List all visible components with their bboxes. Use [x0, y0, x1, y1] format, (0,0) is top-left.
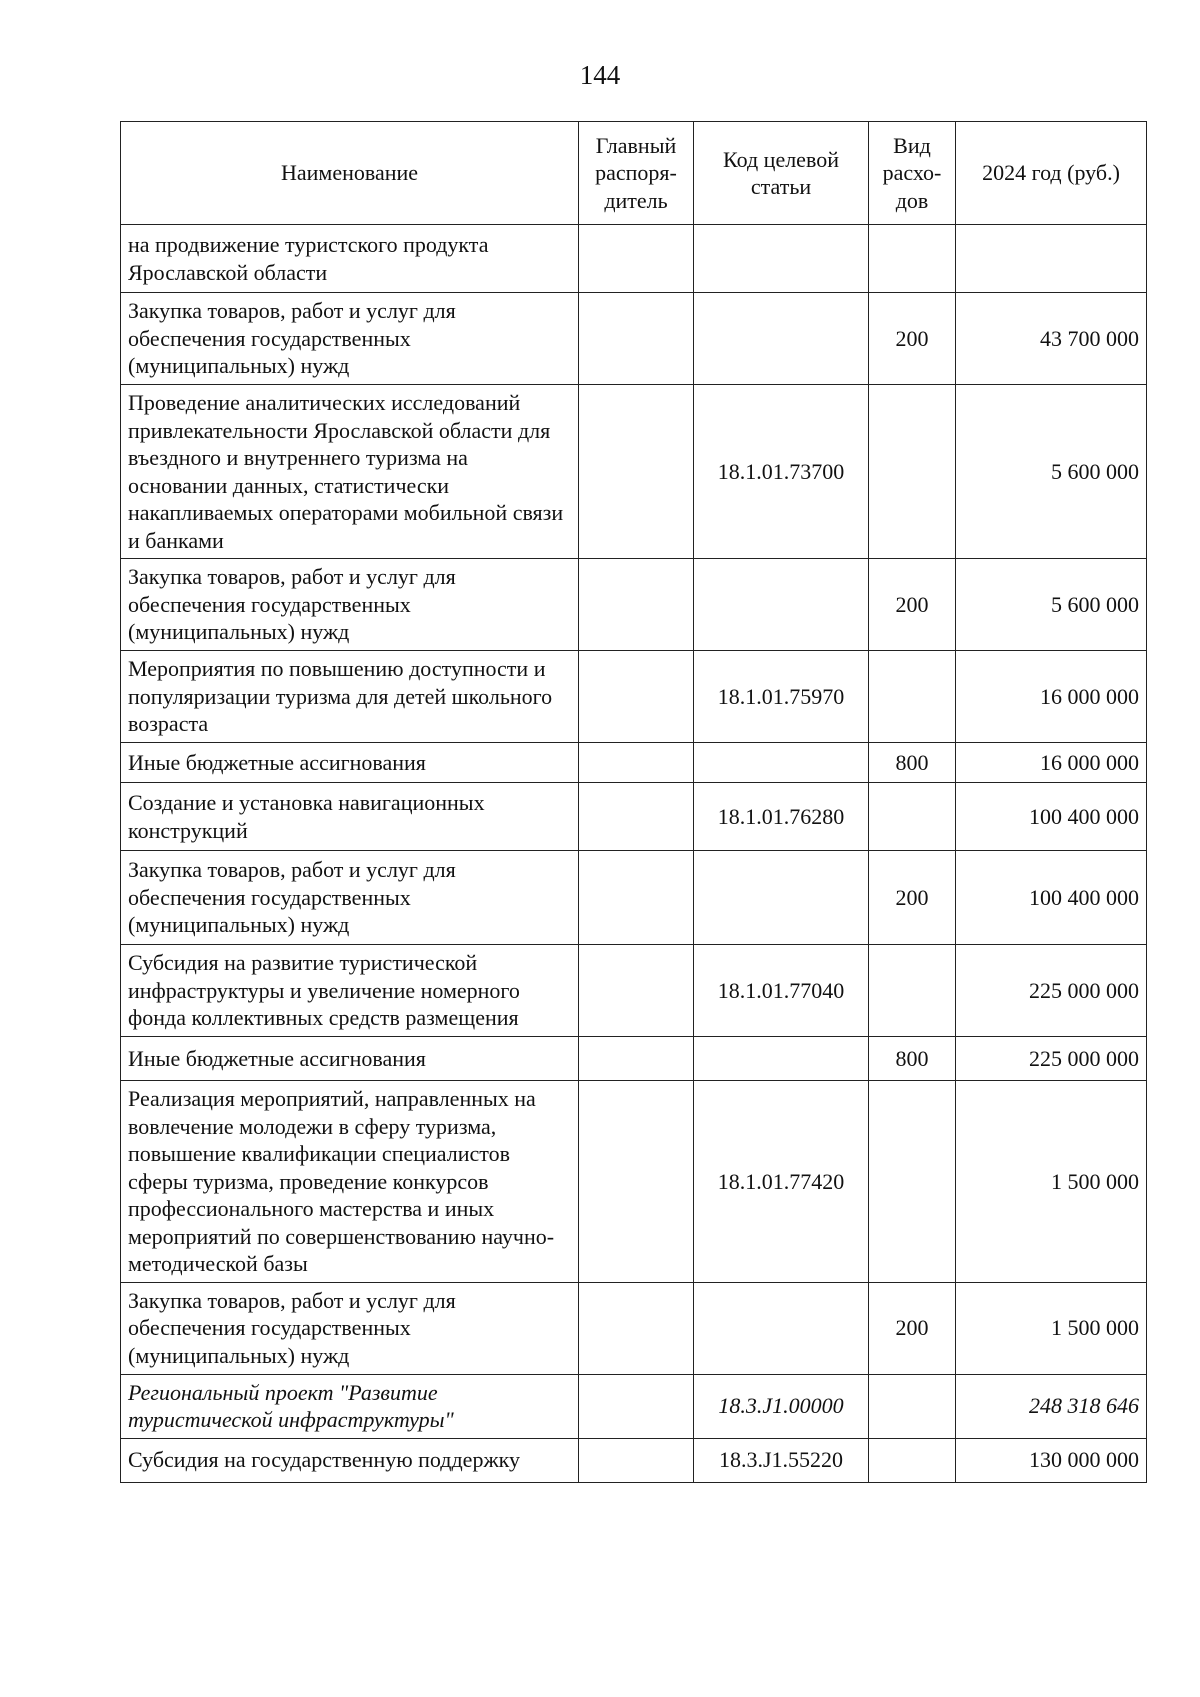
cell-main-manager [579, 225, 694, 293]
table-body [121, 225, 1147, 1483]
table-row [121, 559, 1147, 651]
cell-main-manager [579, 851, 694, 945]
cell-name: Закупка товаров, работ и услуг для обеспечения государственных (муниципальных) нужд [121, 559, 579, 651]
table-row [121, 743, 1147, 783]
cell-target-code [694, 1282, 869, 1374]
cell-name: Проведение аналитических исследований привлекательности Ярославской области для въездного и внутреннего туризма на основании данных, статистически накапливаемых операторами мобильной связи и банками [121, 385, 579, 559]
table-row [121, 293, 1147, 385]
cell-expense-type: 200 [869, 559, 956, 651]
cell-amount: 16 000 000 [956, 651, 1147, 743]
table-row [121, 1374, 1147, 1438]
cell-amount: 5 600 000 [956, 559, 1147, 651]
cell-main-manager [579, 1081, 694, 1283]
cell-amount: 1 500 000 [956, 1282, 1147, 1374]
cell-amount: 225 000 000 [956, 1037, 1147, 1081]
header-expense-type: Вид расхо-дов [869, 122, 956, 225]
cell-expense-type: 800 [869, 1037, 956, 1081]
cell-target-code: 18.1.01.76280 [694, 783, 869, 851]
cell-target-code: 18.1.01.73700 [694, 385, 869, 559]
header-year-2024: 2024 год (руб.) [956, 122, 1147, 225]
cell-target-code [694, 851, 869, 945]
cell-main-manager [579, 385, 694, 559]
cell-target-code [694, 1037, 869, 1081]
cell-main-manager [579, 743, 694, 783]
cell-target-code: 18.3.J1.55220 [694, 1438, 869, 1482]
cell-main-manager [579, 783, 694, 851]
cell-name: Иные бюджетные ассигнования [121, 1037, 579, 1081]
cell-name: Субсидия на развитие туристической инфраструктуры и увеличение номерного фонда коллективных средств размещения [121, 945, 579, 1037]
cell-name: Закупка товаров, работ и услуг для обеспечения государственных (муниципальных) нужд [121, 851, 579, 945]
cell-amount: 1 500 000 [956, 1081, 1147, 1283]
cell-amount: 100 400 000 [956, 851, 1147, 945]
cell-main-manager [579, 945, 694, 1037]
table-row [121, 651, 1147, 743]
cell-amount: 248 318 646 [956, 1374, 1147, 1438]
cell-amount: 5 600 000 [956, 385, 1147, 559]
table-header-row [121, 122, 1147, 225]
cell-amount: 16 000 000 [956, 743, 1147, 783]
cell-expense-type: 200 [869, 851, 956, 945]
cell-amount: 130 000 000 [956, 1438, 1147, 1482]
cell-expense-type [869, 945, 956, 1037]
header-target-code: Код целевой статьи [694, 122, 869, 225]
cell-target-code: 18.1.01.77420 [694, 1081, 869, 1283]
cell-target-code: 18.3.J1.00000 [694, 1374, 869, 1438]
cell-expense-type: 200 [869, 1282, 956, 1374]
cell-expense-type [869, 783, 956, 851]
cell-name: Региональный проект "Развитие туристической инфраструктуры" [121, 1374, 579, 1438]
cell-main-manager [579, 293, 694, 385]
cell-main-manager [579, 1282, 694, 1374]
budget-table [120, 121, 1147, 1483]
cell-main-manager [579, 651, 694, 743]
cell-name: Закупка товаров, работ и услуг для обеспечения государственных (муниципальных) нужд [121, 1282, 579, 1374]
cell-name: Реализация мероприятий, направленных на вовлечение молодежи в сферу туризма, повышение квалификации специалистов сферы туризма, проведение конкурсов профессионального мастерства и иных мероприятий по совершенствованию научно-методической базы [121, 1081, 579, 1283]
table-row [121, 851, 1147, 945]
cell-name: Мероприятия по повышению доступности и популяризации туризма для детей школьного возраста [121, 651, 579, 743]
header-name: Наименование [121, 122, 579, 225]
cell-expense-type [869, 1438, 956, 1482]
cell-target-code: 18.1.01.75970 [694, 651, 869, 743]
cell-main-manager [579, 559, 694, 651]
table-row [121, 1037, 1147, 1081]
cell-expense-type [869, 385, 956, 559]
cell-amount: 43 700 000 [956, 293, 1147, 385]
cell-name: на продвижение туристского продукта Ярославской области [121, 225, 579, 293]
table-row [121, 1282, 1147, 1374]
cell-expense-type: 200 [869, 293, 956, 385]
cell-expense-type [869, 1081, 956, 1283]
table-row [121, 1081, 1147, 1283]
page-number: 144 [579, 60, 621, 90]
table-row [121, 385, 1147, 559]
table-row [121, 1438, 1147, 1482]
cell-main-manager [579, 1438, 694, 1482]
cell-expense-type: 800 [869, 743, 956, 783]
cell-name: Создание и установка навигационных конструкций [121, 783, 579, 851]
header-main-manager: Главный распоря-дитель [579, 122, 694, 225]
cell-expense-type [869, 1374, 956, 1438]
table-row [121, 783, 1147, 851]
cell-main-manager [579, 1374, 694, 1438]
cell-name: Иные бюджетные ассигнования [121, 743, 579, 783]
cell-target-code [694, 225, 869, 293]
cell-target-code [694, 293, 869, 385]
cell-expense-type [869, 225, 956, 293]
cell-target-code [694, 559, 869, 651]
table-row [121, 225, 1147, 293]
cell-target-code [694, 743, 869, 783]
cell-amount: 225 000 000 [956, 945, 1147, 1037]
table-row [121, 945, 1147, 1037]
cell-amount [956, 225, 1147, 293]
cell-name: Закупка товаров, работ и услуг для обеспечения государственных (муниципальных) нужд [121, 293, 579, 385]
cell-target-code: 18.1.01.77040 [694, 945, 869, 1037]
cell-name: Субсидия на государственную поддержку [121, 1438, 579, 1482]
cell-expense-type [869, 651, 956, 743]
cell-main-manager [579, 1037, 694, 1081]
cell-amount: 100 400 000 [956, 783, 1147, 851]
